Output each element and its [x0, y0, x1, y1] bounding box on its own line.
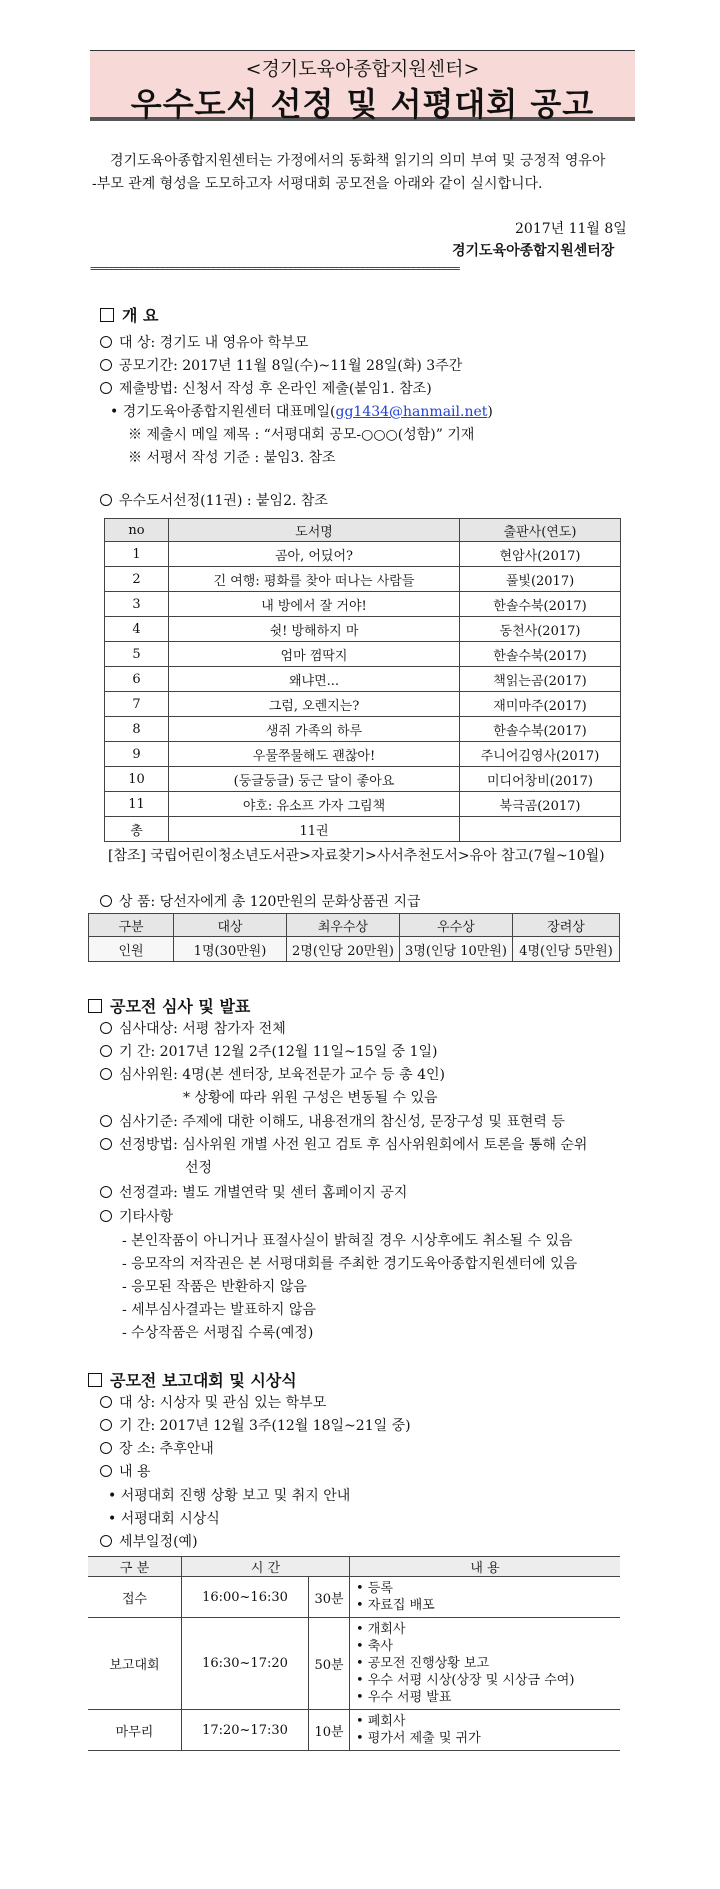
book-no: 11	[105, 792, 169, 817]
book-title: 내 방에서 잘 거야!	[169, 592, 460, 617]
circle-bullet-icon	[100, 1419, 112, 1431]
circle-bullet-icon	[100, 1535, 112, 1547]
book-no: 6	[105, 667, 169, 692]
ceremony-content-item: • 서평대회 진행 상황 보고 및 취지 안내	[108, 1488, 351, 1504]
book-publisher: 미디어창비(2017)	[460, 767, 621, 792]
schedule-table-row	[88, 1710, 620, 1751]
announce-date: 2017년 11월 8일	[515, 221, 627, 237]
review-result: 선정결과: 별도 개별연락 및 센터 홈페이지 공지	[100, 1182, 407, 1202]
schedule-item: • 개회사	[356, 1622, 406, 1637]
prize-table	[88, 913, 620, 962]
prize-cell: 인원	[89, 937, 174, 962]
book-publisher: 한솔수북(2017)	[460, 717, 621, 742]
etc-item: - 본인작품이 아니거나 표절사실이 밝혀질 경우 시상후에도 취소될 수 있음	[122, 1233, 573, 1249]
book-title: 야호: 유소프 가자 그림책	[169, 792, 460, 817]
schedule-item: • 공모전 진행상황 보고	[356, 1656, 490, 1671]
books-total-value: 11권	[169, 817, 460, 842]
intro-line-1: 경기도육아종합지원센터는 가정에서의 동화책 읽기의 의미 부여 및 긍정적 영유아	[110, 153, 606, 169]
book-no: 10	[105, 767, 169, 792]
schedule-time: 16:00~16:30	[182, 1577, 309, 1618]
ceremony-content: 내 용	[100, 1461, 151, 1481]
schedule-items	[350, 1618, 621, 1710]
schedule-duration: 10분	[309, 1710, 350, 1751]
schedule-item: • 우수 서평 발표	[356, 1690, 452, 1705]
schedule-table-row	[88, 1618, 620, 1710]
review-members: 심사위원: 4명(본 센터장, 보육전문가 교수 등 총 4인)	[100, 1064, 445, 1084]
book-title: (둥글둥글) 둥근 달이 좋아요	[169, 767, 460, 792]
review-etc: 기타사항	[100, 1206, 173, 1226]
schedule-item: • 축사	[356, 1639, 393, 1654]
book-publisher: 현암사(2017)	[460, 542, 621, 567]
books-table-row	[105, 542, 621, 567]
books-table-row	[105, 767, 621, 792]
schedule-item: • 우수 서평 시상(상장 및 시상금 수여)	[356, 1673, 575, 1688]
review-period: 기 간: 2017년 12월 2주(12월 11일~15일 중 1일)	[100, 1041, 437, 1061]
schedule-category: 마무리	[88, 1710, 182, 1751]
schedule-items	[350, 1577, 621, 1618]
ceremony-target: 대 상: 시상자 및 관심 있는 학부모	[100, 1392, 326, 1412]
schedule-table-row	[88, 1577, 620, 1618]
books-table-row	[105, 667, 621, 692]
square-bullet-icon	[100, 308, 114, 322]
circle-bullet-icon	[100, 494, 112, 506]
book-title: 엄마 껌딱지	[169, 642, 460, 667]
book-no: 8	[105, 717, 169, 742]
prize-row	[89, 937, 620, 962]
circle-bullet-icon	[100, 1396, 112, 1408]
circle-bullet-icon	[100, 1022, 112, 1034]
book-publisher: 한솔수북(2017)	[460, 592, 621, 617]
book-no: 3	[105, 592, 169, 617]
schedule-duration: 50분	[309, 1618, 350, 1710]
review-heading: 공모전 심사 및 발표	[88, 994, 250, 1017]
book-title: 쉿! 방해하지 마	[169, 617, 460, 642]
circle-bullet-icon	[100, 336, 112, 348]
review-subject: 심사대상: 서평 참가자 전체	[100, 1018, 286, 1038]
circle-bullet-icon	[100, 1186, 112, 1198]
ceremony-heading: 공모전 보고대회 및 시상식	[88, 1368, 297, 1391]
schedule-duration: 30분	[309, 1577, 350, 1618]
book-title: 긴 여행: 평화를 찾아 떠나는 사람들	[169, 567, 460, 592]
circle-bullet-icon	[100, 1442, 112, 1454]
books-table	[104, 518, 621, 842]
schedule-category: 보고대회	[88, 1618, 182, 1710]
book-publisher: 한솔수북(2017)	[460, 642, 621, 667]
prize-col-encouragement: 장려상	[513, 914, 620, 937]
review-members-note: * 상황에 따라 위원 구성은 변동될 수 있음	[183, 1090, 438, 1106]
circle-bullet-icon	[100, 1115, 112, 1127]
overview-method: 제출방법: 신청서 작성 후 온라인 제출(붙임1. 참조)	[100, 378, 432, 398]
circle-bullet-icon	[100, 1210, 112, 1222]
schedule-time: 17:20~17:30	[182, 1710, 309, 1751]
schedule-time: 16:30~17:20	[182, 1618, 309, 1710]
book-no: 7	[105, 692, 169, 717]
book-no: 1	[105, 542, 169, 567]
schedule-category: 접수	[88, 1577, 182, 1618]
books-col-title: 도서명	[169, 519, 460, 542]
prize-cell: 1명(30만원)	[174, 937, 287, 962]
schedule-item: • 등록	[356, 1581, 393, 1596]
ceremony-content-item: • 서평대회 시상식	[108, 1511, 220, 1527]
schedule-table	[88, 1556, 620, 1751]
issuer-name: 경기도육아종합지원센터장	[452, 243, 615, 259]
books-table-row	[105, 567, 621, 592]
book-title: 생쥐 가족의 하루	[169, 717, 460, 742]
overview-target: 대 상: 경기도 내 영유아 학부모	[100, 332, 308, 352]
circle-bullet-icon	[100, 1068, 112, 1080]
book-no: 9	[105, 742, 169, 767]
etc-item: - 수상작품은 서평집 수록(예정)	[122, 1325, 314, 1341]
books-total-publisher	[460, 817, 621, 842]
ceremony-period: 기 간: 2017년 12월 3주(12월 18일~21일 중)	[100, 1415, 411, 1435]
prize-table-header	[89, 914, 620, 937]
circle-bullet-icon	[100, 359, 112, 371]
overview-note-1: ※ 제출시 메일 제목 : “서평대회 공모-○○○(성함)” 기재	[128, 427, 475, 443]
schedule-item: • 폐회사	[356, 1714, 406, 1729]
prize-cell: 4명(인당 5만원)	[513, 937, 620, 962]
book-publisher: 풀빛(2017)	[460, 567, 621, 592]
schedule-col-time: 시 간	[182, 1557, 350, 1577]
book-no: 5	[105, 642, 169, 667]
books-total-label: 총	[105, 817, 169, 842]
book-publisher: 재미마주(2017)	[460, 692, 621, 717]
review-selection: 선정방법: 심사위원 개별 사전 원고 검토 후 심사위원회에서 토론을 통해 순위	[100, 1134, 587, 1154]
book-publisher: 북극곰(2017)	[460, 792, 621, 817]
books-table-row	[105, 617, 621, 642]
section-divider: ========================================================================	[90, 262, 459, 275]
schedule-col-content: 내 용	[350, 1557, 621, 1577]
etc-item: - 세부심사결과는 발표하지 않음	[122, 1302, 316, 1318]
book-title: 왜냐면...	[169, 667, 460, 692]
email-link[interactable]: gg1434@hanmail.net	[335, 404, 488, 420]
prize-col-merit: 우수상	[400, 914, 513, 937]
prize-col-excellence: 최우수상	[287, 914, 400, 937]
square-bullet-icon	[88, 999, 102, 1013]
review-selection-cont: 선정	[185, 1160, 213, 1176]
overview-email-line: • 경기도육아종합지원센터 대표메일(gg1434@hanmail.net)	[110, 404, 493, 420]
reference-note: [참조] 국립어린이청소년도서관>자료찾기>사서추천도서>유아 참고(7월~10월)	[108, 848, 605, 864]
overview-period: 공모기간: 2017년 11월 8일(수)~11월 28일(화) 3주간	[100, 355, 462, 375]
circle-bullet-icon	[100, 382, 112, 394]
prize-cell: 2명(인당 20만원)	[287, 937, 400, 962]
document-header	[90, 50, 635, 121]
header-subtitle: <경기도육아종합지원센터>	[245, 58, 480, 80]
book-title: 곰아, 어딨어?	[169, 542, 460, 567]
books-total-row	[105, 817, 621, 842]
prize-cell: 3명(인당 10만원)	[400, 937, 513, 962]
square-bullet-icon	[88, 1373, 102, 1387]
book-no: 4	[105, 617, 169, 642]
circle-bullet-icon	[100, 1045, 112, 1057]
schedule-item: • 평가서 제출 및 귀가	[356, 1731, 481, 1746]
circle-bullet-icon	[100, 1138, 112, 1150]
prize-col-category: 구분	[89, 914, 174, 937]
books-table-row	[105, 642, 621, 667]
schedule-col-category: 구 분	[88, 1557, 182, 1577]
header-title: 우수도서 선정 및 서평대회 공고	[130, 85, 595, 123]
overview-note-2: ※ 서평서 작성 기준 : 붙임3. 참조	[128, 450, 336, 466]
circle-bullet-icon	[100, 895, 112, 907]
books-label: 우수도서선정(11권) : 붙임2. 참조	[100, 490, 328, 510]
books-table-row	[105, 742, 621, 767]
books-col-publisher: 출판사(연도)	[460, 519, 621, 542]
books-table-row	[105, 792, 621, 817]
etc-item: - 응모된 작품은 반환하지 않음	[122, 1279, 307, 1295]
prize-col-grand: 대상	[174, 914, 287, 937]
circle-bullet-icon	[100, 1465, 112, 1477]
book-publisher: 책읽는곰(2017)	[460, 667, 621, 692]
book-title: 그럼, 오렌지는?	[169, 692, 460, 717]
etc-item: - 응모작의 저작권은 본 서평대회를 주최한 경기도육아종합지원센터에 있음	[122, 1256, 578, 1272]
prize-label: 상 품: 당선자에게 총 120만원의 문화상품권 지급	[100, 891, 421, 911]
schedule-items	[350, 1710, 621, 1751]
schedule-item: • 자료집 배포	[356, 1598, 435, 1613]
book-publisher: 동천사(2017)	[460, 617, 621, 642]
intro-line-2: -부모 관계 형성을 도모하고자 서평대회 공모전을 아래와 같이 실시합니다.	[92, 176, 543, 192]
book-no: 2	[105, 567, 169, 592]
overview-heading: 개 요	[100, 303, 158, 326]
books-table-row	[105, 692, 621, 717]
books-table-header	[105, 519, 621, 542]
books-table-row	[105, 717, 621, 742]
schedule-label: 세부일정(예)	[100, 1531, 198, 1551]
book-title: 우물쭈물해도 괜찮아!	[169, 742, 460, 767]
books-table-row	[105, 592, 621, 617]
review-criteria: 심사기준: 주제에 대한 이해도, 내용전개의 참신성, 문장구성 및 표현력 등	[100, 1111, 565, 1131]
schedule-table-header	[88, 1557, 620, 1577]
books-col-no: no	[105, 519, 169, 542]
ceremony-place: 장 소: 추후안내	[100, 1438, 214, 1458]
book-publisher: 주니어김영사(2017)	[460, 742, 621, 767]
